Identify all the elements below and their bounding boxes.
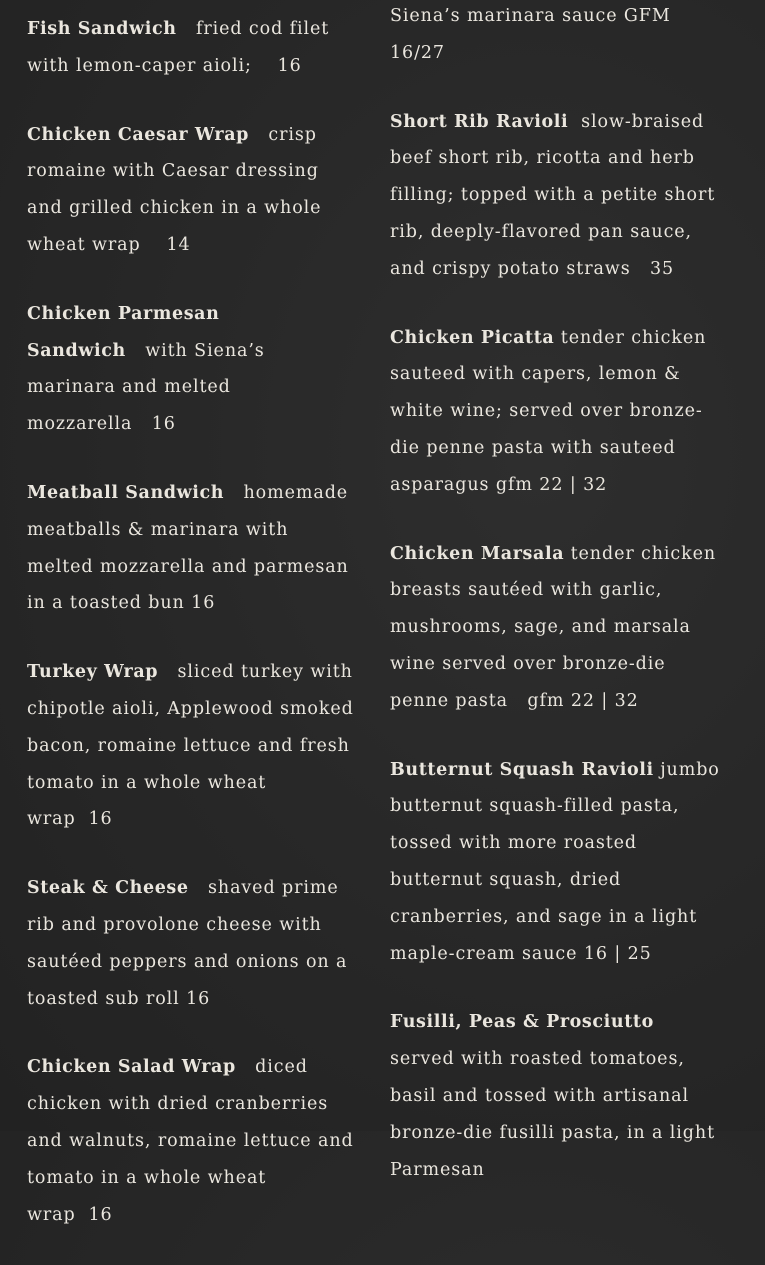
menu-item-description: sliced turkey with chipotle aioli, Applewood smoked bacon, romaine lettuce and fresh tomato in a whole wheat wrap 16 — [27, 662, 354, 830]
left-menu-column — [27, 11, 357, 1265]
menu-item-name: Butternut Squash Ravioli — [390, 759, 654, 780]
menu-item-description: with Siena’s marinara and melted mozzarella 16 — [27, 340, 265, 435]
right-menu-column — [390, 0, 720, 1220]
menu-item-name: Short Rib Ravioli — [390, 111, 569, 132]
menu-item-meatball-sandwich — [27, 475, 357, 622]
menu-item-description: slow-braised beef short rib, ricotta and herb filling; topped with a petite short rib, deeply-flavored pan sauce, and crispy potato straws 35 — [390, 111, 716, 279]
menu-item-fish-sandwich — [27, 11, 357, 85]
menu-item-chicken-picatta — [390, 320, 720, 504]
menu-item-name: Fusilli, Peas & Prosciutto — [390, 1012, 654, 1033]
menu-item-chicken-salad-wrap — [27, 1049, 357, 1233]
menu-item-description: fried cod filet with lemon-caper aioli; 16 — [27, 19, 330, 76]
menu-item-butternut-squash-ravioli — [390, 752, 720, 973]
menu-item-name: Chicken Marsala — [390, 543, 565, 564]
menu-item-name: Steak & Cheese — [27, 878, 189, 899]
menu-item-name: Chicken Salad Wrap — [27, 1057, 236, 1078]
menu-item-steak-and-cheese — [27, 870, 357, 1017]
menu-item-description: tender chicken breasts sautéed with garlic, mushrooms, sage, and marsala wine served over bronze-die penne pasta gfm 22 | 32 — [390, 543, 717, 711]
menu-item-description: tender chicken sauteed with capers, lemon & white wine; served over bronze-die penne pasta with sauteed asparagus gfm 22 | 32 — [390, 327, 707, 495]
menu-item-name: Fish Sandwich — [27, 19, 177, 39]
continued-item-text: Siena’s marinara sauce GFM 16/27 — [390, 6, 671, 63]
menu-item-description: shaved prime rib and provolone cheese with sautéed peppers and onions on a toasted sub roll 16 — [27, 878, 348, 1009]
menu-item-chicken-caesar-wrap — [27, 117, 357, 264]
menu-item-name: Chicken Caesar Wrap — [27, 124, 249, 145]
menu-item-description: served with roasted tomatoes, basil and tossed with artisanal bronze-die fusilli pasta, in a light Parmesan — [390, 1049, 715, 1180]
menu-item-chicken-marsala — [390, 536, 720, 720]
menu-item-description: jumbo butternut squash-filled pasta, tossed with more roasted butternut squash, dried cranberries, and sage in a light maple-cream sauce 16 | 25 — [390, 759, 720, 964]
menu-item-name: Chicken Picatta — [390, 327, 555, 348]
menu-item-short-rib-ravioli — [390, 104, 720, 288]
menu-item-description: homemade meatballs & marinara with melted mozzarella and parmesan in a toasted bun 16 — [27, 482, 349, 614]
menu-item-fusilli-peas-prosciutto — [390, 1004, 720, 1188]
menu-item-description: diced chicken with dried cranberries and walnuts, romaine lettuce and tomato in a whole wheat wrap 16 — [27, 1057, 354, 1225]
menu-item-name: Chicken Parmesan Sandwich — [27, 303, 220, 361]
menu-item-description: crisp romaine with Caesar dressing and grilled chicken in a whole wheat wrap 14 — [27, 124, 322, 255]
menu-item-name: Meatball Sandwich — [27, 482, 225, 503]
menu-item-chicken-parmesan-sandwich — [27, 296, 357, 443]
menu-item-name: Turkey Wrap — [27, 662, 159, 683]
menu-item-turkey-wrap — [27, 654, 357, 838]
